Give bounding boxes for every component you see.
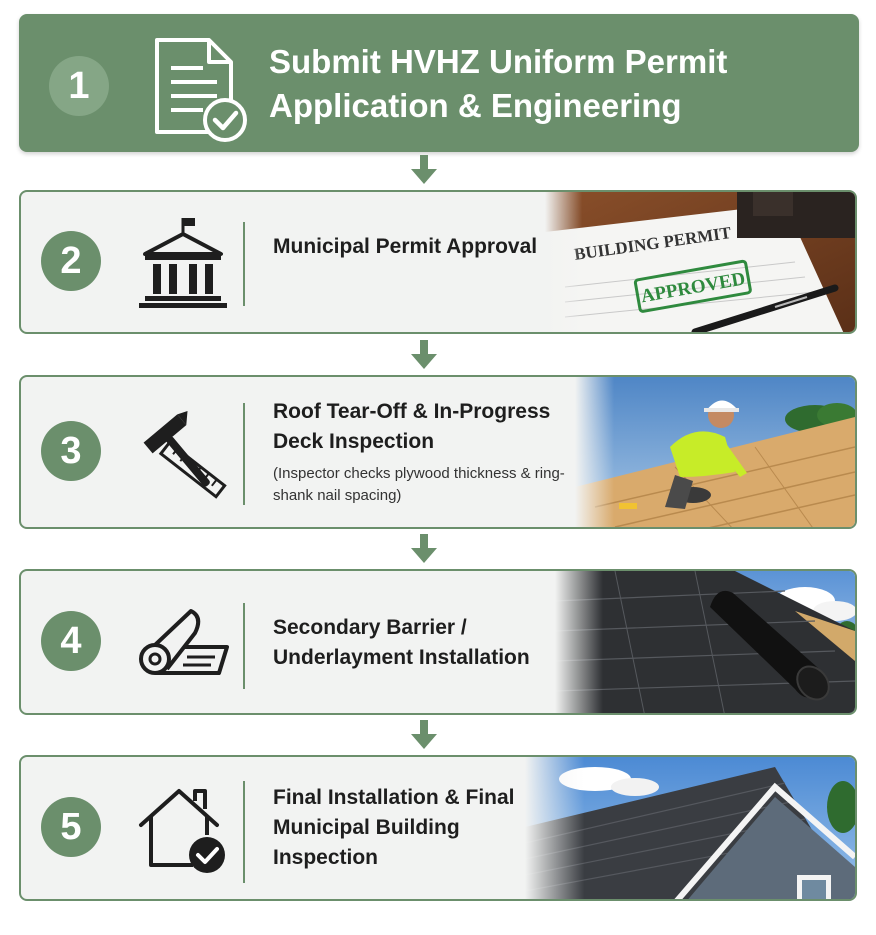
step-2-divider bbox=[243, 222, 245, 306]
step-3-note: (Inspector checks plywood thickness & ring-shank nail spacing) bbox=[273, 465, 565, 504]
step-4-number: 4 bbox=[41, 611, 101, 671]
step-1-title: Submit HVHZ Uniform Permit Application & Engineering bbox=[269, 43, 728, 124]
step-3-divider bbox=[243, 403, 245, 505]
inspector-on-roof-deck-photo bbox=[575, 377, 855, 527]
down-arrow-icon bbox=[407, 532, 441, 566]
hammer-ruler-icon bbox=[131, 403, 231, 503]
step-4-card bbox=[19, 569, 857, 715]
document-check-icon bbox=[147, 34, 247, 144]
down-arrow-icon bbox=[407, 338, 441, 372]
step-1-banner bbox=[19, 14, 859, 152]
finished-shingle-roof-photo bbox=[525, 757, 855, 899]
house-check-icon bbox=[131, 779, 231, 879]
step-3-card bbox=[19, 375, 857, 529]
underlayment-roll-icon bbox=[131, 597, 231, 697]
down-arrow-icon bbox=[407, 718, 441, 752]
step-5-number: 5 bbox=[41, 797, 101, 857]
step-2-number: 2 bbox=[41, 231, 101, 291]
underlayment-roll-on-roof-photo bbox=[555, 571, 855, 713]
building-permit-approved-photo bbox=[545, 192, 855, 332]
step-5-card bbox=[19, 755, 857, 901]
step-1-number: 1 bbox=[49, 56, 109, 116]
step-3-number: 3 bbox=[41, 421, 101, 481]
step-2-title: Municipal Permit Approval bbox=[273, 235, 538, 258]
step-3-title: Roof Tear-Off & In-Progress Deck Inspection bbox=[273, 400, 551, 453]
step-4-title: Secondary Barrier / Underlayment Installation bbox=[273, 616, 530, 669]
step-5-title: Final Installation & Final Municipal Building Inspection bbox=[273, 786, 515, 869]
step-4-divider bbox=[243, 603, 245, 689]
step-2-card bbox=[19, 190, 857, 334]
government-building-icon bbox=[131, 212, 231, 312]
step-5-divider bbox=[243, 781, 245, 883]
down-arrow-icon bbox=[407, 153, 441, 187]
